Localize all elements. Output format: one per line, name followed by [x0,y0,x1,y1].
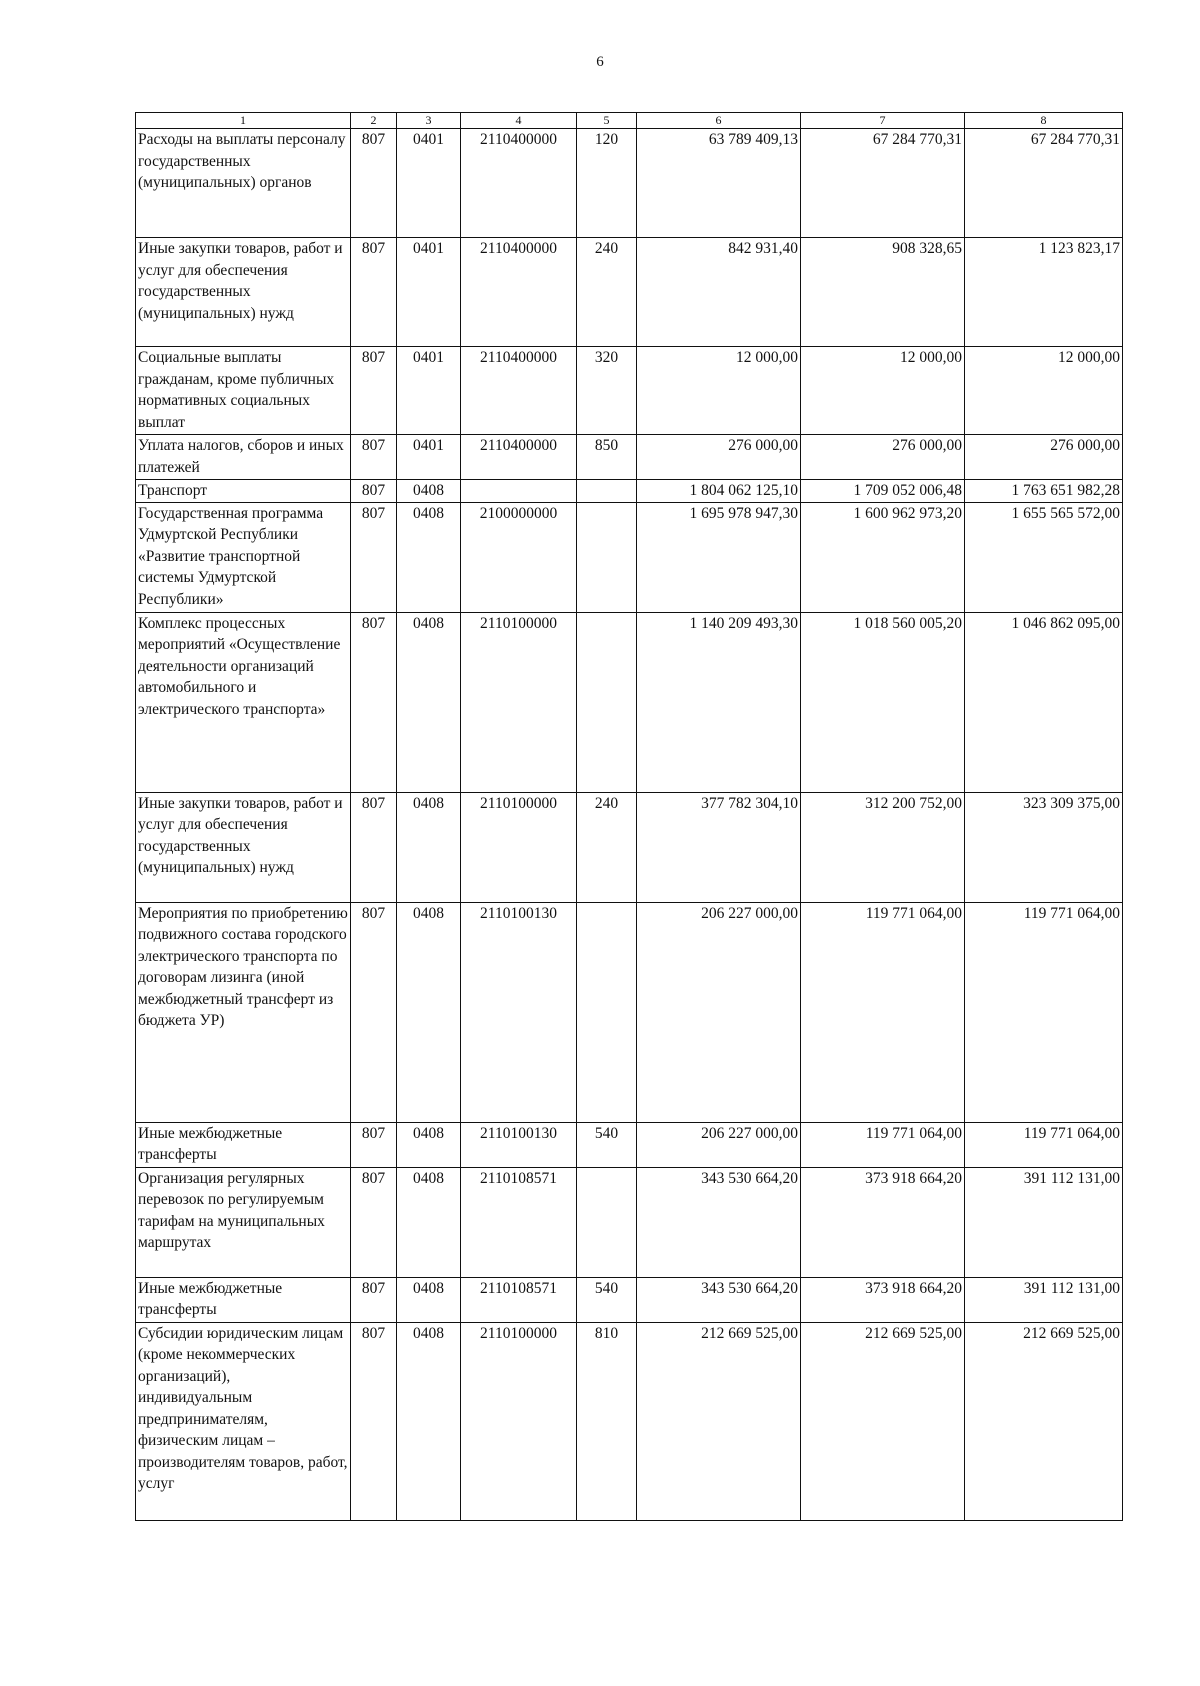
column-number: 1 [136,113,351,129]
expense-type-code [577,902,637,1122]
table-row [136,238,1123,347]
column-number: 7 [801,113,965,129]
ministry-code: 807 [351,502,397,612]
target-article-code: 2100000000 [461,502,577,612]
amount-col-6: 206 227 000,00 [637,902,801,1122]
amount-col-7: 1 709 052 006,48 [801,480,965,503]
column-number: 6 [637,113,801,129]
amount-col-7: 373 918 664,20 [801,1167,965,1277]
expense-type-code [577,1167,637,1277]
section-code: 0401 [397,129,461,238]
amount-col-7: 212 669 525,00 [801,1322,965,1520]
row-name: Транспорт [136,480,351,503]
row-name: Комплекс процессных мероприятий «Осуществление деятельности организаций автомобильного и электрического транспорта» [136,612,351,792]
expense-type-code: 240 [577,792,637,902]
expense-type-code: 540 [577,1277,637,1322]
amount-col-8: 212 669 525,00 [965,1322,1123,1520]
row-name: Мероприятия по приобретению подвижного состава городского электрического транспорта по договорам лизинга (иной межбюджетный трансферт из бюджета УР) [136,902,351,1122]
expense-type-code: 240 [577,238,637,347]
target-article-code: 2110108571 [461,1167,577,1277]
section-code: 0408 [397,1167,461,1277]
expense-type-code [577,502,637,612]
target-article-code: 2110100130 [461,902,577,1122]
expense-type-code: 850 [577,435,637,480]
ministry-code: 807 [351,902,397,1122]
ministry-code: 807 [351,1322,397,1520]
amount-col-8: 1 655 565 572,00 [965,502,1123,612]
expense-type-code: 540 [577,1122,637,1167]
target-article-code: 2110400000 [461,129,577,238]
amount-col-7: 12 000,00 [801,347,965,435]
amount-col-8: 119 771 064,00 [965,902,1123,1122]
expense-type-code [577,612,637,792]
table-row [136,347,1123,435]
target-article-code: 2110400000 [461,238,577,347]
row-name: Субсидии юридическим лицам (кроме некоммерческих организаций), индивидуальным предпринимателям, физическим лицам – производителям товаров, работ, услуг [136,1322,351,1520]
table-row [136,792,1123,902]
section-code: 0401 [397,238,461,347]
ministry-code: 807 [351,1277,397,1322]
amount-col-6: 206 227 000,00 [637,1122,801,1167]
row-name: Иные межбюджетные трансферты [136,1122,351,1167]
column-number-row [136,113,1123,129]
amount-col-6: 212 669 525,00 [637,1322,801,1520]
ministry-code: 807 [351,792,397,902]
ministry-code: 807 [351,1167,397,1277]
expense-type-code: 320 [577,347,637,435]
amount-col-8: 391 112 131,00 [965,1167,1123,1277]
amount-col-8: 323 309 375,00 [965,792,1123,902]
amount-col-6: 377 782 304,10 [637,792,801,902]
table-row [136,435,1123,480]
amount-col-7: 373 918 664,20 [801,1277,965,1322]
row-name: Социальные выплаты гражданам, кроме публичных нормативных социальных выплат [136,347,351,435]
target-article-code: 2110100000 [461,792,577,902]
section-code: 0408 [397,1322,461,1520]
expense-type-code: 810 [577,1322,637,1520]
column-number: 8 [965,113,1123,129]
table-row [136,1277,1123,1322]
table-row [136,480,1123,503]
amount-col-8: 119 771 064,00 [965,1122,1123,1167]
amount-col-6: 343 530 664,20 [637,1167,801,1277]
budget-table [135,112,1123,1521]
ministry-code: 807 [351,1122,397,1167]
column-number: 2 [351,113,397,129]
target-article-code [461,480,577,503]
section-code: 0408 [397,792,461,902]
section-code: 0401 [397,435,461,480]
amount-col-8: 1 123 823,17 [965,238,1123,347]
amount-col-8: 276 000,00 [965,435,1123,480]
amount-col-6: 1 140 209 493,30 [637,612,801,792]
ministry-code: 807 [351,129,397,238]
amount-col-8: 1 763 651 982,28 [965,480,1123,503]
table-row [136,1167,1123,1277]
table-row [136,502,1123,612]
amount-col-8: 1 046 862 095,00 [965,612,1123,792]
expense-type-code [577,480,637,503]
row-name: Уплата налогов, сборов и иных платежей [136,435,351,480]
row-name: Иные закупки товаров, работ и услуг для обеспечения государственных (муниципальных) нужд [136,792,351,902]
amount-col-8: 391 112 131,00 [965,1277,1123,1322]
column-number: 3 [397,113,461,129]
table-row [136,1122,1123,1167]
amount-col-6: 343 530 664,20 [637,1277,801,1322]
amount-col-8: 12 000,00 [965,347,1123,435]
amount-col-8: 67 284 770,31 [965,129,1123,238]
amount-col-7: 119 771 064,00 [801,1122,965,1167]
amount-col-7: 908 328,65 [801,238,965,347]
section-code: 0408 [397,612,461,792]
row-name: Расходы на выплаты персоналу государственных (муниципальных) органов [136,129,351,238]
table-row [136,129,1123,238]
amount-col-7: 312 200 752,00 [801,792,965,902]
amount-col-6: 842 931,40 [637,238,801,347]
amount-col-6: 12 000,00 [637,347,801,435]
section-code: 0408 [397,1122,461,1167]
ministry-code: 807 [351,480,397,503]
section-code: 0408 [397,480,461,503]
target-article-code: 2110400000 [461,435,577,480]
target-article-code: 2110100000 [461,1322,577,1520]
target-article-code: 2110108571 [461,1277,577,1322]
section-code: 0408 [397,1277,461,1322]
target-article-code: 2110100000 [461,612,577,792]
amount-col-7: 276 000,00 [801,435,965,480]
ministry-code: 807 [351,238,397,347]
section-code: 0408 [397,902,461,1122]
amount-col-7: 1 600 962 973,20 [801,502,965,612]
target-article-code: 2110100130 [461,1122,577,1167]
table-row [136,1322,1123,1520]
table-row [136,902,1123,1122]
amount-col-6: 1 804 062 125,10 [637,480,801,503]
amount-col-7: 119 771 064,00 [801,902,965,1122]
column-number: 5 [577,113,637,129]
page-number: 6 [596,54,604,70]
ministry-code: 807 [351,612,397,792]
amount-col-6: 276 000,00 [637,435,801,480]
table-row [136,612,1123,792]
row-name: Организация регулярных перевозок по регулируемым тарифам на муниципальных маршрутах [136,1167,351,1277]
row-name: Иные закупки товаров, работ и услуг для обеспечения государственных (муниципальных) нужд [136,238,351,347]
section-code: 0401 [397,347,461,435]
target-article-code: 2110400000 [461,347,577,435]
column-number: 4 [461,113,577,129]
row-name: Государственная программа Удмуртской Республики «Развитие транспортной системы Удмуртской Республики» [136,502,351,612]
amount-col-6: 63 789 409,13 [637,129,801,238]
expense-type-code: 120 [577,129,637,238]
row-name: Иные межбюджетные трансферты [136,1277,351,1322]
amount-col-7: 1 018 560 005,20 [801,612,965,792]
ministry-code: 807 [351,435,397,480]
amount-col-7: 67 284 770,31 [801,129,965,238]
amount-col-6: 1 695 978 947,30 [637,502,801,612]
section-code: 0408 [397,502,461,612]
ministry-code: 807 [351,347,397,435]
